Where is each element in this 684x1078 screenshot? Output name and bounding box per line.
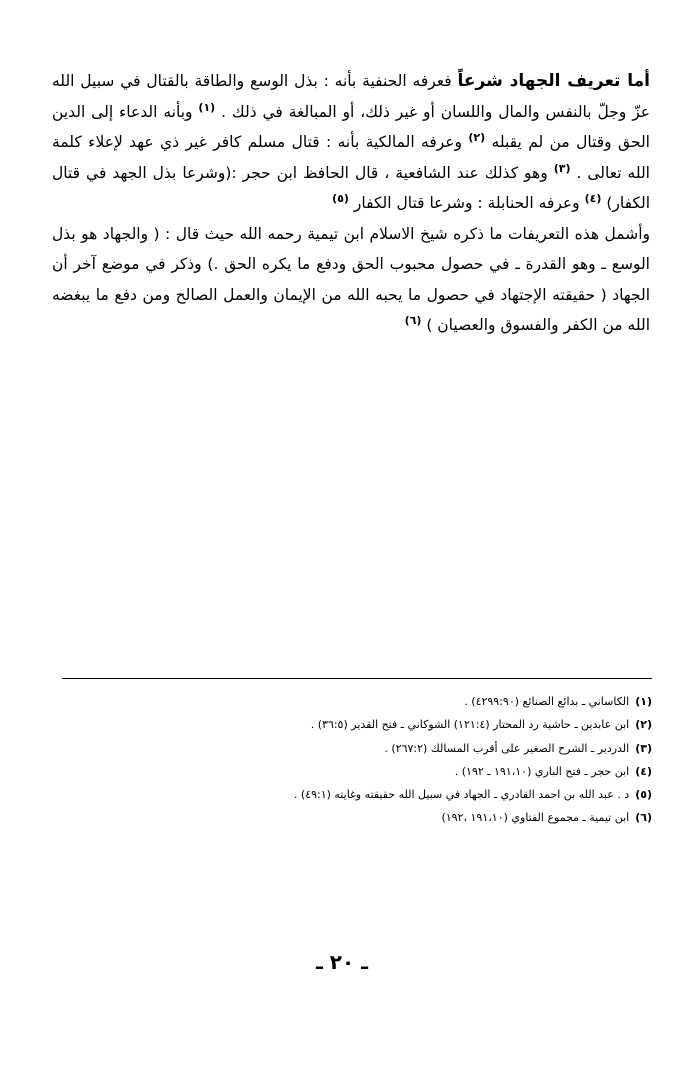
footnote-text: ابن حجر ـ فتح الباري (١٩١،١٠ ـ ١٩٢) . <box>454 764 630 778</box>
footnote-number: (٢) <box>635 718 652 732</box>
footnote-text: الدردير ـ الشرح الصغير على أقرب المسالك (٢٦٧:٢) . <box>384 741 630 755</box>
footnote-item <box>280 737 652 760</box>
footnote-number: (٤) <box>635 764 652 778</box>
paragraph-definition <box>52 66 650 219</box>
footnote-item <box>280 713 652 736</box>
footnote-item <box>280 783 652 806</box>
footnote-item <box>280 760 652 783</box>
footnote-ref[interactable]: (٢) <box>468 130 486 144</box>
footnote-number: (٥) <box>635 788 652 802</box>
page-number: ـ ٢٠ ـ <box>315 950 369 974</box>
footnote-ref[interactable]: (١) <box>198 100 216 114</box>
footnote-item <box>280 806 652 829</box>
paragraph-text: وأشمل هذه التعريفات ما ذكره شيخ الاسلام ابن تيمية رحمه الله حيث قال : ( والجهاد هو بذل الوسع ـ وهو القدرة ـ في حصول محبوب الحق ودفع ما يكره الحق .) وذكر في موضع آخر أن الجهاد ( حقيقته الإجتهاد في حصول ما يحبه الله من الإيمان والعمل الصالح ومن دفع ما يبغضه الله من الكفر والفسوق والعصيان ) <box>52 224 650 334</box>
footnote-number: (٣) <box>635 741 652 755</box>
paragraph-text: وبأنه الدعاء إلى الدين الحق وقتال من لم يقبله <box>52 102 650 151</box>
paragraph-text: وهو كذلك عند الشافعية ، قال الحافظ ابن حجر :(وشرعا بذل الجهد في قتال الكفار) <box>52 163 650 212</box>
paragraph-ibn-taymiyyah <box>52 219 650 341</box>
paragraph-text: وعرفه المالكية بأنه : قتال مسلم كافر غير ذي عهد لإعلاء كلمة الله تعالى . <box>52 133 650 182</box>
footnote-text: الكاساني ـ بدائع الصنائع (٤٢٩٩:٩٠) . <box>464 695 630 708</box>
footnote-text: د . عبد الله بن احمد القادري ـ الجهاد في سبيل الله حقيقته وغايته (٤٩:١) . <box>293 788 630 802</box>
main-text <box>52 66 650 341</box>
paragraph-lead: أما تعريف الجهاد شرعاً <box>457 71 650 91</box>
footnote-number: (١) <box>635 695 652 708</box>
footnote-ref[interactable]: (٥) <box>332 191 349 205</box>
paragraph-text: فعرفه الحنفية بأنه : بذل الوسع والطاقة بالقتال في سبيل الله عزّ وجلّ بالنفس والمال واللسان أو غير ذلك، أو المبالغة في ذلك . <box>52 72 650 121</box>
footnote-ref[interactable]: (٦) <box>404 313 422 327</box>
paragraph-text: وعرفه الحنابلة : وشرعا قتال الكفار <box>353 194 580 212</box>
footnote-number: (٦) <box>635 811 652 825</box>
footnote-item <box>280 690 652 713</box>
footnotes-list <box>280 690 652 830</box>
footnote-text: ابن تيمية ـ مجموع الفتاوي (١٩١،١٠ ،١٩٢) <box>441 811 630 825</box>
footnote-ref[interactable]: (٣) <box>553 161 571 175</box>
footnote-text: ابن عابدين ـ حاشية رد المحتار (١٢١:٤) الشوكاني ـ فتح القدير (٣٦:٥) . <box>310 718 630 732</box>
footnote-ref[interactable]: (٤) <box>584 191 602 205</box>
footnote-divider <box>62 678 652 679</box>
